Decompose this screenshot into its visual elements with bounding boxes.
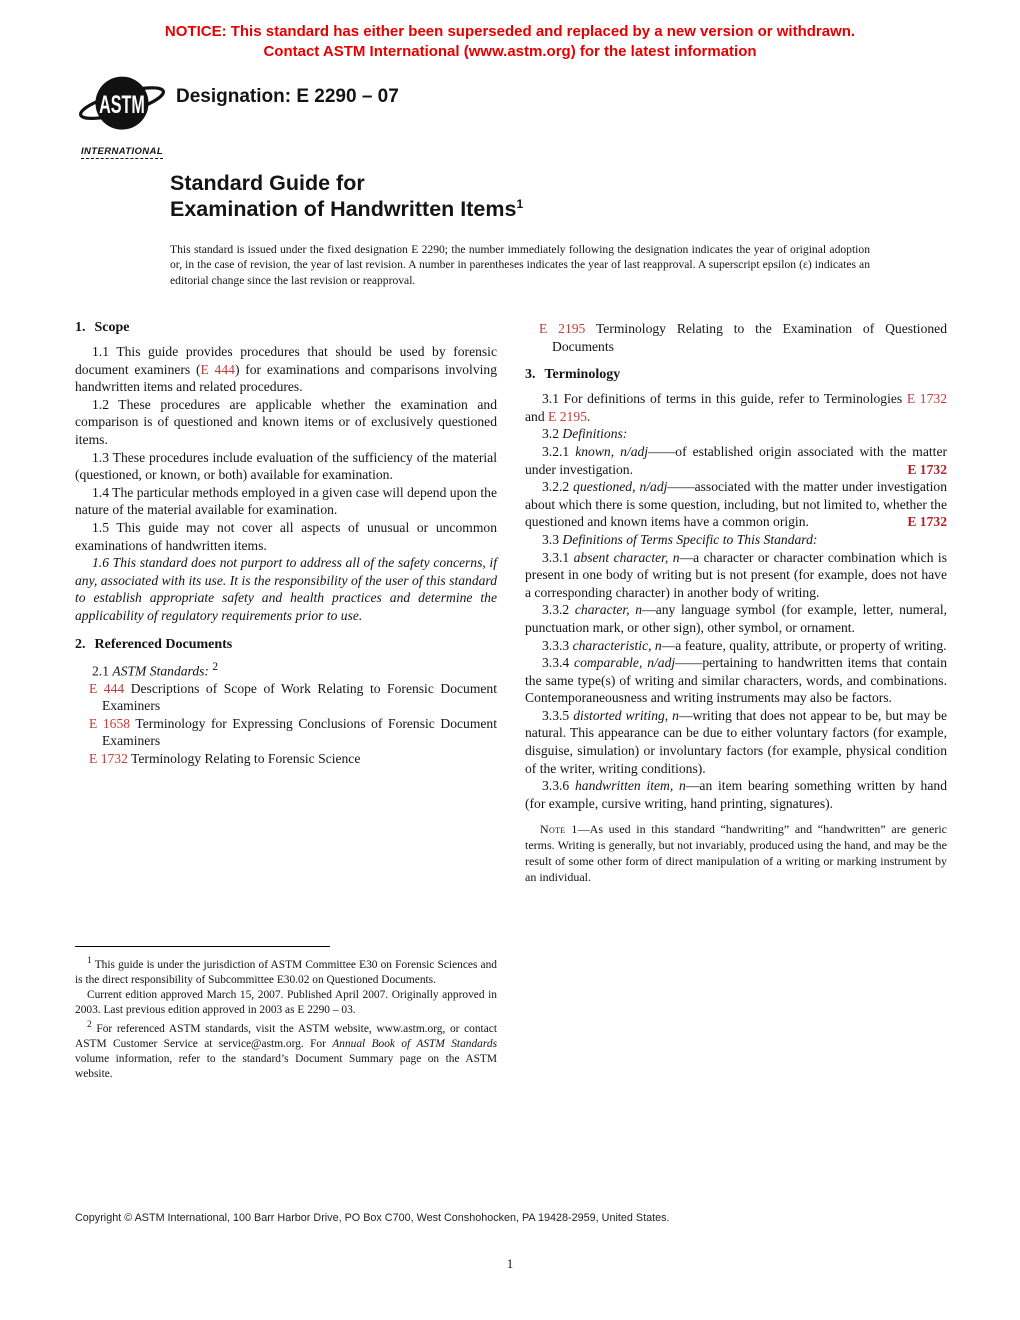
definition-3-3-5: 3.3.5 distorted writing, n—writing that does not appear to be, but may be natural. This appearance can be due to either voluntary factors (for example, disguise, simulation) or involuntary factors (for example, physical condition of the writer, writing conditions). <box>525 707 948 776</box>
paragraph-1-1: 1.1 This guide provides procedures that should be used by forensic document examiners (E 444) for examinations and comparisons involving handwritten items and related procedures. <box>75 344 498 395</box>
title-line-2: Examination of Handwritten Items$^1$ <box>170 197 524 222</box>
astm-globe-icon <box>76 72 168 136</box>
section-1-heading: 1. Scope <box>75 320 130 335</box>
title-footnote-ref: 1 <box>516 197 524 212</box>
page-number: 1 <box>506 1256 514 1271</box>
paragraph-1-4: 1.4 The particular methods employed in a given case will depend upon the nature of the material available for examination. <box>75 484 497 518</box>
title-line-1: Standard Guide for <box>170 171 365 195</box>
definition-3-3-3: 3.3.3 characteristic, n—a feature, quality, attribute, or property of writing. <box>542 637 947 653</box>
paragraph-3-2: 3.2 Definitions: <box>542 426 628 442</box>
notice-line-1: NOTICE: This standard has either been superseded and replaced by a new version or withdrawn. <box>164 23 856 40</box>
issued-under-note: This standard is issued under the fixed designation E 2290; the number immediately following the designation indicates the year of original adoption or, in the case of revision, the year of last revision. A number in parentheses indicates the year of last reapproval. A superscript epsilon (ε) indicates an editorial change since the last revision or reapproval. <box>170 243 870 287</box>
paragraph-3-3: 3.3 Definitions of Terms Specific to This Standard: <box>542 531 818 547</box>
link-e1732-list[interactable]: E 1732 <box>89 751 128 766</box>
definition-3-3-1: 3.3.1 absent character, n—a character or character combination which is present in one body of writing but is not present (for example, does not have a corresponding character) in another body of writing. <box>525 549 947 600</box>
link-e444[interactable]: E 444 <box>200 361 235 377</box>
section-2-heading: 2. Referenced Documents <box>75 636 233 652</box>
svg-text:ASTM: ASTM <box>99 92 145 120</box>
reference-e1658: E 1658 Terminology for Expressing Conclusions of Forensic Document Examiners <box>89 715 498 749</box>
link-e1732-inline[interactable]: E 1732 <box>906 391 947 407</box>
paragraph-1-2: 1.2 These procedures are applicable whether the examination and comparison is of questioned and known items or of exclusively questioned items. <box>75 396 497 447</box>
link-e2195-list[interactable]: E 2195 <box>539 321 586 336</box>
designation-line: Designation: E 2290 – 07 <box>176 86 399 107</box>
note-1: Note 1—As used in this standard “handwriting” and “handwritten” are generic terms. Writing is generally, but not invariably, produced using the hand, and may be the result of some other form of direct manipulation of a writing or marking instrument by an individual. <box>525 822 947 884</box>
footnote-2-ref: 2 <box>212 660 219 673</box>
paragraph-1-5: 1.5 This guide may not cover all aspects of unusual or uncommon examinations of handwritten items. <box>75 519 497 553</box>
link-e444-list[interactable]: E 444 <box>89 680 125 696</box>
definition-3-2-2: 3.2.2 questioned, n/adj——associated with the matter under investigation about which there is some question, including, but not limited to, whether the questioned and known items have a common origin. E 1732 <box>525 479 947 530</box>
definition-3-3-6: 3.3.6 handwritten item, n—an item bearing something written by hand (for example, cursive writing, hand printing, signatures). <box>525 778 947 811</box>
reference-e2195: E 2195 Terminology Relating to the Examination of Questioned Documents <box>539 321 947 354</box>
definition-3-3-2: 3.3.2 character, n—any language symbol (for example, letter, numeral, punctuation mark, or other sign), other symbol, or ornament. <box>525 602 948 635</box>
right-column <box>525 320 947 1082</box>
reference-e444: E 444 Descriptions of Scope of Work Relating to Forensic Document Examiners <box>89 680 497 714</box>
supersession-notice <box>0 22 1020 61</box>
ref-tag-e1732[interactable]: E 1732 <box>907 461 947 477</box>
footnote-1: $^1$ This guide is under the jurisdiction of ASTM Committee E30 on Forensic Sciences and is the direct responsibility of Subcommittee E30.02 on Questioned Documents. <box>75 956 497 987</box>
left-column <box>75 320 497 1082</box>
paragraph-3-1: 3.1 For definitions of terms in this guide, refer to Terminologies E 1732 and E 2195. <box>525 391 947 424</box>
notice-line-2: Contact ASTM International (www.astm.org) for the latest information <box>263 42 757 60</box>
footnote-divider <box>75 946 330 947</box>
link-e2195-inline[interactable]: E 2195 <box>548 408 587 424</box>
body-columns <box>75 320 947 1082</box>
paragraph-1-3: 1.3 These procedures include evaluation of the sufficiency of the material (questioned, or known, or both) available for examination. <box>75 449 497 483</box>
paragraph-2-1: 2.1 ASTM Standards: $^2$ <box>92 660 219 679</box>
definition-3-2-1: 3.2.1 known, n/adj——of established origin associated with the matter under investigation. E 1732 <box>525 443 947 477</box>
definition-3-3-4: 3.3.4 comparable, n/adj——pertaining to handwritten items that contain the same type(s) of writing and similar characters, words, and combinations. Contemporaneousness and writing instruments may also be factors. <box>525 655 947 706</box>
link-e1658-list[interactable]: E 1658 <box>89 715 131 731</box>
footnote-1-continued: Current edition approved March 15, 2007. Published April 2007. Originally approved in 2003. Last previous edition approved in 2003 as E 2290 – 03. <box>75 989 497 1017</box>
document-title <box>170 170 523 222</box>
ref-tag-e1732-2[interactable]: E 1732 <box>907 514 947 530</box>
reference-e1732: E 1732 Terminology Relating to Forensic Science <box>89 751 361 766</box>
footnote-block <box>75 946 497 1082</box>
footnote-2: $^2$ For referenced ASTM standards, visit the ASTM website, www.astm.org, or contact ASTM Customer Service at service@astm.org. For Annual Book of ASTM Standards volume information, refer to the standard’s Document Summary page on the ASTM website. <box>75 1019 497 1080</box>
astm-logo <box>76 72 168 159</box>
copyright-line: Copyright © ASTM International, 100 Barr Harbor Drive, PO Box C700, West Conshohocken, PA 19428-2959, United States. <box>75 1212 670 1224</box>
paragraph-1-6: 1.6 This standard does not purport to address all of the safety concerns, if any, associated with its use. It is the responsibility of the user of this standard to establish appropriate safety and health practices and determine the applicability of regulatory requirements prior to use. <box>75 555 497 623</box>
section-3-heading: 3. Terminology <box>525 367 621 383</box>
logo-international-label: INTERNATIONAL <box>80 146 164 157</box>
